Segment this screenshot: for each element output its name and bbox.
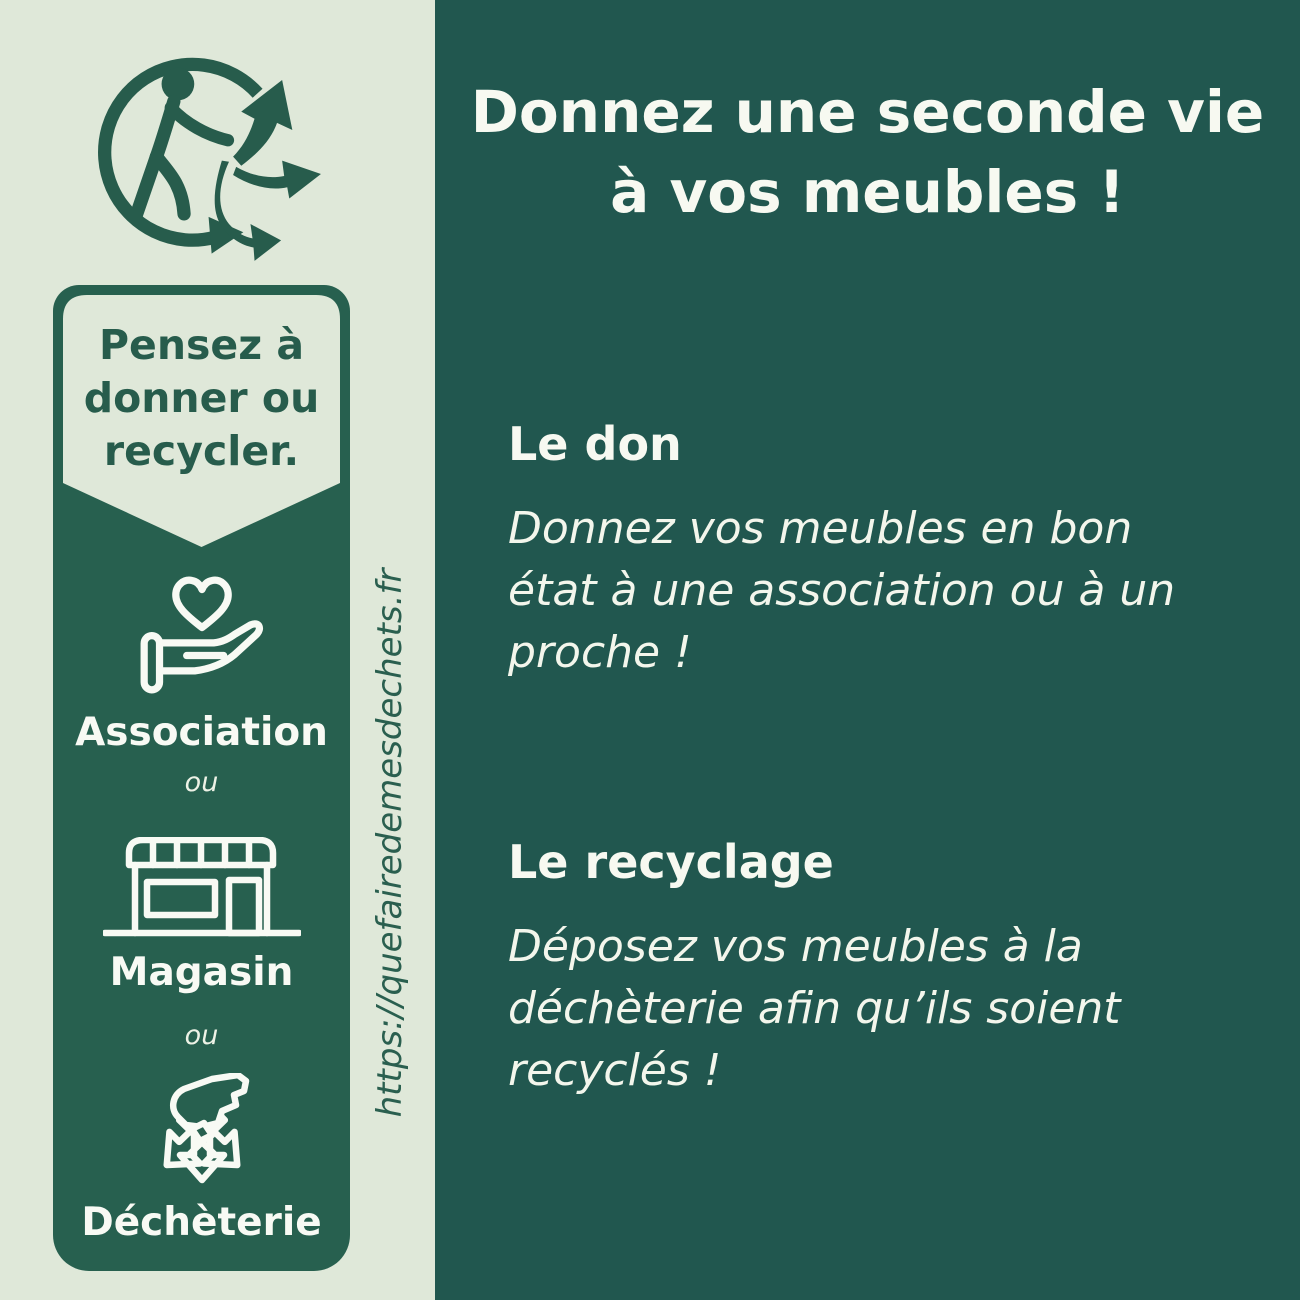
or-separator: ou <box>184 767 219 798</box>
option-label-magasin: Magasin <box>109 950 294 995</box>
section-heading-recyclage: Le recyclage <box>508 835 834 889</box>
body-line: déchèterie afin qu’ils soient <box>508 983 1121 1034</box>
page-title <box>435 72 1300 232</box>
body-line: état à une association ou à un <box>508 565 1176 616</box>
page-title-line: Donnez une seconde vie <box>470 78 1265 146</box>
hand-drop-sorting-icon <box>139 1073 265 1201</box>
recycle-options-column <box>53 285 350 1271</box>
storefront-icon <box>103 837 301 937</box>
banner-line: Pensez à <box>98 321 305 369</box>
info-panel <box>435 0 1300 1300</box>
body-line: recyclés ! <box>508 1045 722 1096</box>
banner-line: donner ou <box>83 374 320 422</box>
triman-recycling-icon <box>88 42 323 262</box>
option-label-dechèterie: Déchèterie <box>81 1200 322 1245</box>
section-body-recyclage <box>508 916 1121 1102</box>
section-body-don <box>508 498 1175 684</box>
body-line: proche ! <box>508 627 692 678</box>
or-separator: ou <box>184 1020 219 1051</box>
option-label-association: Association <box>75 710 328 755</box>
body-line: Donnez vos meubles en bon <box>508 503 1133 554</box>
banner-message <box>53 319 350 478</box>
banner-line: recycler. <box>103 427 300 475</box>
page-title-line: à vos meubles ! <box>610 158 1125 226</box>
hand-holding-heart-icon <box>132 576 272 698</box>
section-heading-don: Le don <box>508 417 682 471</box>
website-url: https://quefairedemesdechets.fr <box>370 568 410 1118</box>
body-line: Déposez vos meubles à la <box>508 921 1083 972</box>
